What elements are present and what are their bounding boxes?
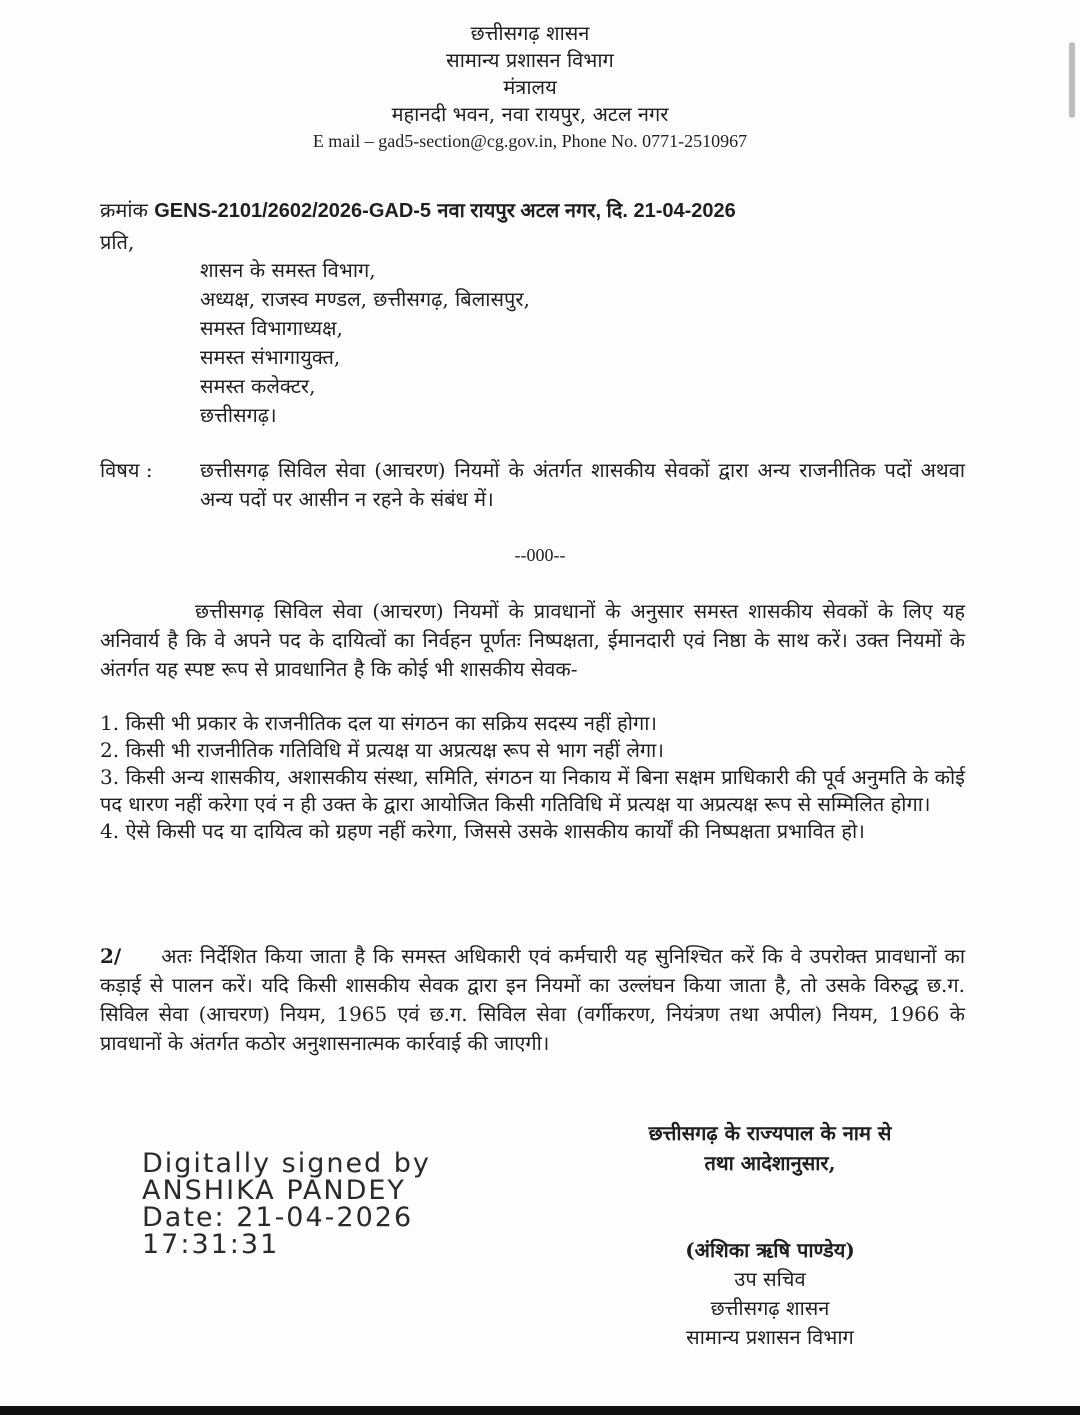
digital-signature-time: 17:31:31 <box>142 1229 280 1260</box>
digital-signature-date: Date: 21-04-2026 <box>142 1202 414 1233</box>
addressee-item: समस्त संभागायुक्त, <box>200 345 341 369</box>
digital-signature-line: Digitally signed by <box>142 1148 431 1179</box>
rule-item: 3. किसी अन्य शासकीय, अशासकीय संस्था, समिति, संगठन या निकाय में बिना सक्षम प्राधिकारी की पूर्व अनुमति के कोई पद धारण नहीं करेगा एवं न ही उक्त के द्वारा आयोजित किसी गतिविधि में प्रत्यक्ष या अप्रत्यक्ष रूप से सम्मिलित होगा। <box>100 765 965 816</box>
rule-item: 2. किसी भी राजनीतिक गतिविधि में प्रत्यक्ष या अप्रत्यक्ष रूप से भाग नहीं लेगा। <box>100 738 664 762</box>
bottom-edge-bar <box>0 1406 1080 1415</box>
letterhead-department: सामान्य प्रशासन विभाग <box>446 48 614 72</box>
governor-order-block <box>600 1118 940 1178</box>
addressee-item: शासन के समस्त विभाग, <box>200 258 376 282</box>
body-paragraph-2 <box>100 942 965 1058</box>
to-label: प्रति, <box>100 230 135 254</box>
signatory-org: छत्तीसगढ़ शासन <box>710 1296 830 1320</box>
addressee-item: समस्त विभागाध्यक्ष, <box>200 316 343 340</box>
subject-label: विषय : <box>100 458 153 482</box>
scrollbar-thumb[interactable] <box>1069 42 1075 118</box>
signatory-name: (अंशिका ऋषि पाण्डेय) <box>685 1238 855 1262</box>
reference-label: क्रमांक <box>100 198 148 222</box>
digital-signature-stamp <box>142 1150 431 1258</box>
governor-order-line: छत्तीसगढ़ के राज्यपाल के नाम से <box>648 1121 892 1145</box>
body-paragraph-1: छत्तीसगढ़ सिविल सेवा (आचरण) नियमों के प्रावधानों के अनुसार समस्त शासकीय सेवकों के लिए यह अनिवार्य है कि वे अपने पद के दायित्वों का निर्वहन पूर्णतः निष्पक्षता, ईमानदारी एवं निष्ठा के साथ करें। उक्त नियमों के अंतर्गत यह स्पष्ट रूप से प्रावधानित है कि कोई भी शासकीय सेवक- <box>100 599 965 681</box>
reference-number: GENS-2101/2602/2026-GAD-5 <box>154 200 432 222</box>
vertical-scrollbar[interactable] <box>1062 0 1080 1400</box>
rule-item: 1. किसी भी प्रकार के राजनीतिक दल या संगठन का सक्रिय सदस्य नहीं होगा। <box>100 711 657 735</box>
subject-text: छत्तीसगढ़ सिविल सेवा (आचरण) नियमों के अंतर्गत शासकीय सेवकों द्वारा अन्य राजनीतिक पदों अथवा अन्य पदों पर आसीन न रहने के संबंध में। <box>200 458 965 511</box>
letterhead <box>0 20 1060 155</box>
rules-list <box>100 710 965 845</box>
letterhead-address: महानदी भवन, नवा रायपुर, अटल नगर <box>391 102 669 126</box>
paragraph-number: 2/ <box>100 944 122 968</box>
letterhead-contact: E mail – gad5-section@cg.gov.in, Phone No. 0771-2510967 <box>312 131 748 151</box>
signatory-block <box>640 1236 900 1352</box>
signatory-designation: उप सचिव <box>734 1267 806 1291</box>
letterhead-ministry: मंत्रालय <box>503 75 557 99</box>
letterhead-government: छत्तीसगढ़ शासन <box>470 21 590 45</box>
addressee-item: छत्तीसगढ़। <box>200 403 277 427</box>
reference-place-date: नवा रायपुर अटल नगर, दि. 21-04-2026 <box>437 200 736 222</box>
addressee-item: अध्यक्ष, राजस्व मण्डल, छत्तीसगढ़, बिलासपुर, <box>200 287 530 311</box>
addressee-item: समस्त कलेक्टर, <box>200 374 316 398</box>
signatory-department: सामान्य प्रशासन विभाग <box>686 1325 854 1349</box>
governor-order-line: तथा आदेशानुसार, <box>704 1151 836 1175</box>
reference-line <box>100 196 736 223</box>
rule-item: 4. ऐसे किसी पद या दायित्व को ग्रहण नहीं करेगा, जिससे उसके शासकीय कार्यों की निष्पक्षता प्रभावित हो। <box>100 819 865 843</box>
section-separator: --000-- <box>514 545 566 565</box>
digital-signature-signer: ANSHIKA PANDEY <box>142 1175 406 1206</box>
addressee-list <box>200 256 530 430</box>
paragraph-2-text: अतः निर्देशित किया जाता है कि समस्त अधिकारी एवं कर्मचारी यह सुनिश्चित करें कि वे उपरोक्त प्रावधानों का कड़ाई से पालन करें। यदि किसी शासकीय सेवक द्वारा इन नियमों का उल्लंघन किया जाता है, तो उसके विरुद्ध छ.ग. सिविल सेवा (आचरण) नियम, 1965 एवं छ.ग. सिविल सेवा (वर्गीकरण, नियंत्रण तथा अपील) नियम, 1966 के प्रावधानों के अंतर्गत कठोर अनुशासनात्मक कार्रवाई की जाएगी। <box>100 944 965 1055</box>
